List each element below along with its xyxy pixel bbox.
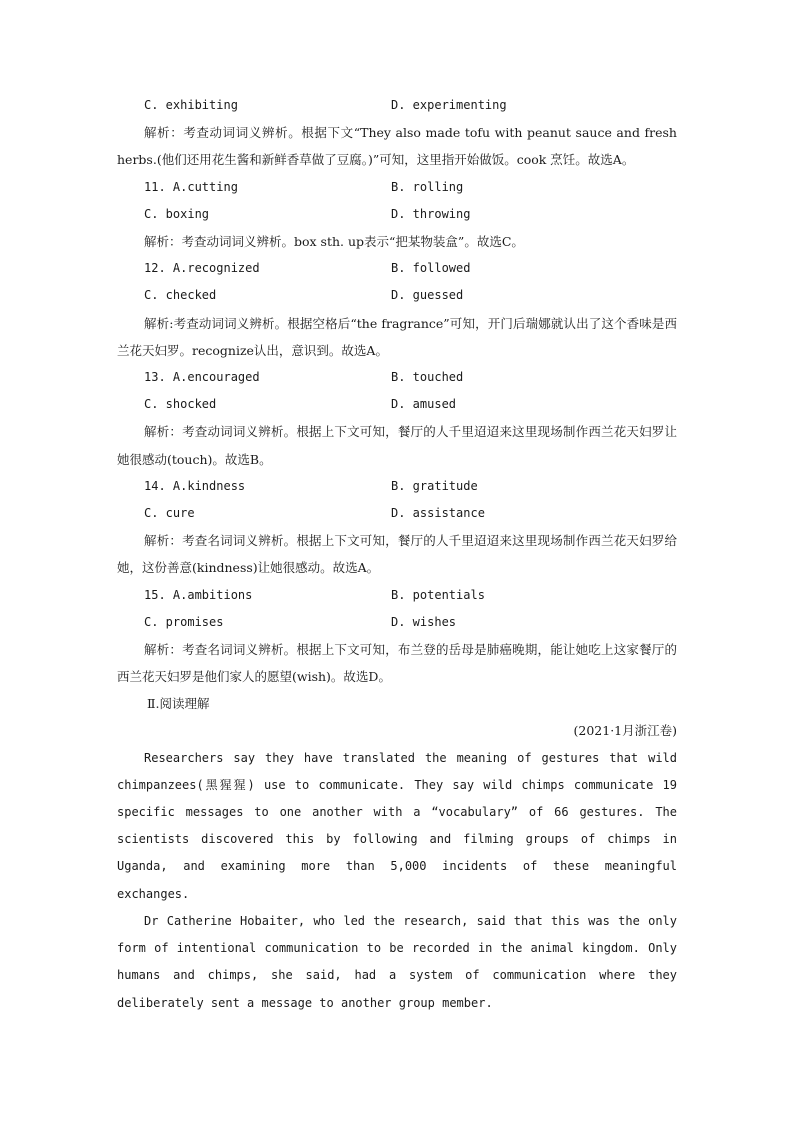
q15-options-row-1 bbox=[117, 582, 677, 609]
q13-options-row-1 bbox=[117, 364, 677, 391]
q13-option-d: D. amused bbox=[391, 397, 457, 412]
q11-analysis: 解析：考查动词词义辨析。box sth. up表示“把某物装盒”。故选C。 bbox=[144, 233, 524, 249]
q14-options-row-1 bbox=[117, 473, 677, 500]
q12-analysis: 解析:考查动词词义辨析。根据空格后“the fragrance”可知，开门后瑞娜就认出了这个香味是西兰花天妇罗。recognize认出，意识到。故选A。 bbox=[117, 315, 677, 358]
q12-options-row-2 bbox=[117, 282, 677, 309]
q11-options-row-2 bbox=[117, 201, 677, 228]
q13-options-row-2 bbox=[117, 391, 677, 418]
q12-option-a: 12. A.recognized bbox=[144, 261, 260, 276]
section-title: Ⅱ.阅读理解 bbox=[147, 696, 210, 712]
q13-option-a: 13. A.encouraged bbox=[144, 369, 260, 384]
q13-option-c: C. shocked bbox=[144, 397, 217, 412]
q14-option-a: 14. A.kindness bbox=[144, 478, 246, 493]
q15-analysis: 解析：考查名词词义辨析。根据上下文可知，布兰登的岳母是肺癌晚期，能让她吃上这家餐厅的西兰花天妇罗是他们家人的愿望(wish)。故选D。 bbox=[117, 641, 677, 685]
q11-option-c: C. boxing bbox=[144, 206, 210, 221]
passage-paragraph-2: Dr Catherine Hobaiter, who led the research, said that this was the only form of intentional communication to be recorded in the animal kingdom. Only humans and chimps, she said, had a system of communication where they deliberately sent a message to another group member. bbox=[117, 913, 677, 1010]
q13-analysis: 解析：考查动词词义辨析。根据上下文可知，餐厅的人千里迢迢来这里现场制作西兰花天妇罗让她很感动(touch)。故选B。 bbox=[117, 424, 677, 467]
q12-option-b: B. followed bbox=[391, 261, 471, 276]
q11-option-a: 11. A.cutting bbox=[144, 179, 238, 194]
q14-option-c: C. cure bbox=[144, 505, 195, 520]
document-page bbox=[117, 92, 677, 1017]
q15-option-a: 15. A.ambitions bbox=[144, 587, 253, 602]
q14-option-b: B. gratitude bbox=[391, 478, 478, 493]
q10-option-c: C. exhibiting bbox=[144, 98, 238, 112]
q15-option-b: B. potentials bbox=[391, 587, 485, 602]
q10-option-d: D. experimenting bbox=[391, 98, 507, 112]
q12-option-c: C. checked bbox=[144, 288, 217, 303]
q12-options-row-1 bbox=[117, 255, 677, 282]
q14-analysis: 解析：考查名词词义辨析。根据上下文可知，餐厅的人千里迢迢来这里现场制作西兰花天妇罗给她，这份善意(kindness)让她很感动。故选A。 bbox=[117, 533, 677, 576]
q11-option-d: D. throwing bbox=[391, 206, 471, 221]
source-label: (2021·1月浙江卷) bbox=[573, 723, 677, 739]
q11-options-row-1 bbox=[117, 174, 677, 201]
q10-analysis: 解析：考查动词词义辨析。根据下文“They also made tofu with peanut sauce and fresh herbs.(他们还用花生酱和新鲜香草做了豆腐。)”可知，这里指开始做饭。cook 烹饪。故选A。 bbox=[117, 125, 677, 168]
passage-paragraph-1: Researchers say they have translated the meaning of gestures that wild chimpanzees(黑猩猩) use to communicate. They say wild chimps communicate 19 specific messages to one another with a “vocabulary” of 66 gestures. The scientists discovered this by following and filming groups of chimps in Uganda, and examining more than 5,000 incidents of these meaningful exchanges. bbox=[117, 750, 677, 901]
q12-option-d: D. guessed bbox=[391, 288, 464, 303]
q11-option-b: B. rolling bbox=[391, 179, 464, 194]
q13-option-b: B. touched bbox=[391, 369, 464, 384]
q14-options-row-2 bbox=[117, 500, 677, 527]
q15-option-d: D. wishes bbox=[391, 614, 457, 629]
q15-option-c: C. promises bbox=[144, 614, 224, 629]
q14-option-d: D. assistance bbox=[391, 505, 485, 520]
q10-options-row-2 bbox=[117, 92, 677, 119]
q15-options-row-2 bbox=[117, 609, 677, 636]
